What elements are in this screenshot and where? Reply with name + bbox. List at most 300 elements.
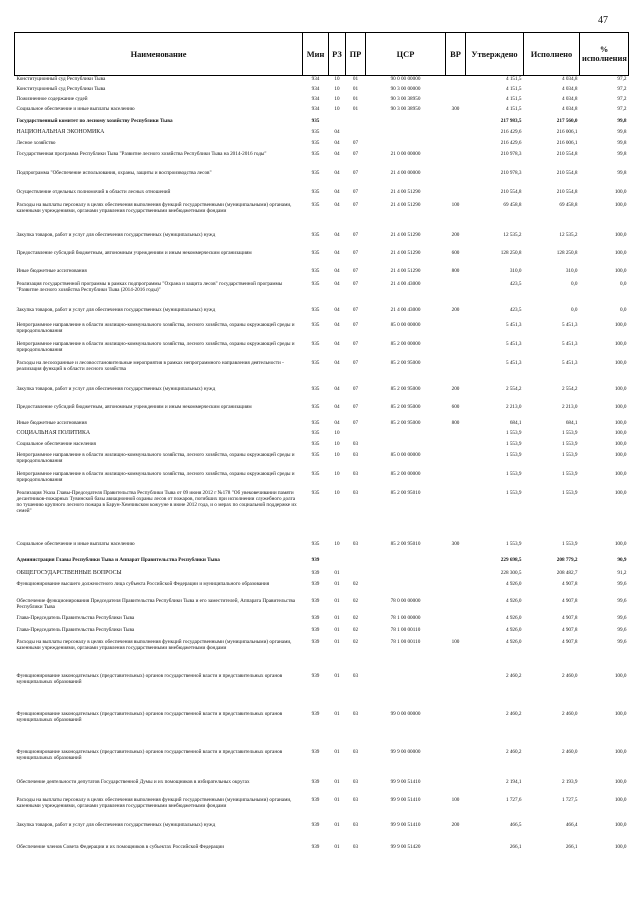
row-percent: 100,0 <box>614 385 627 392</box>
row-percent: 97,2 <box>617 105 627 112</box>
table-row <box>15 797 629 822</box>
row-rz <box>329 118 346 129</box>
table-row <box>15 360 629 386</box>
row-executed: 210 554,8 <box>556 150 578 157</box>
row-vr: 200 <box>451 821 460 828</box>
row-pr: 07 <box>352 419 359 426</box>
row-pr: 03 <box>352 451 359 458</box>
row-approved: 216 429,6 <box>500 139 522 146</box>
row-pr: 03 <box>352 540 359 547</box>
row-csr <box>366 140 446 151</box>
row-csr: 85 2 00 95000 <box>390 403 421 410</box>
row-approved: 128 250,8 <box>500 249 522 256</box>
row-min: 939 <box>311 626 320 633</box>
col-vr-header: ВР <box>446 33 466 76</box>
row-csr: 78 1 00 00000 <box>390 614 421 621</box>
row-pr: 03 <box>352 440 359 447</box>
row-percent: 97,2 <box>617 76 627 82</box>
row-approved: 1 553,9 <box>505 451 522 458</box>
row-rz: 04 <box>334 249 340 256</box>
table-row <box>15 140 629 151</box>
row-csr <box>366 118 446 129</box>
row-rz: 04 <box>334 188 340 195</box>
row-vr <box>446 76 466 86</box>
row-executed: 210 554,8 <box>556 188 578 195</box>
row-min: 935 <box>311 359 320 366</box>
row-executed: 4 907,8 <box>561 614 578 621</box>
row-approved: 4 151,5 <box>505 76 522 82</box>
row-executed: 4 907,8 <box>561 626 578 633</box>
row-vr <box>446 844 466 858</box>
row-min: 939 <box>311 710 320 717</box>
row-vr: 200 <box>451 231 460 238</box>
row-name: Функционирование законодательных (представительных) органов государственной власти и представительных органов муниципальных образований <box>16 710 283 723</box>
row-pr: 07 <box>352 267 359 274</box>
row-approved: 1 553,9 <box>505 429 522 436</box>
row-approved: 1 727,6 <box>505 796 522 803</box>
row-csr: 78 1 00 00110 <box>390 638 421 645</box>
row-vr <box>446 490 466 541</box>
row-name: Государственный комитет по лесному хозяйству Республики Тыва <box>16 117 173 124</box>
row-vr: 200 <box>451 385 460 392</box>
row-pr: 02 <box>352 614 359 621</box>
row-pr: 02 <box>352 638 359 645</box>
col-min-header: Мин <box>303 33 329 76</box>
row-rz: 01 <box>334 597 340 604</box>
row-percent: 99,8 <box>617 169 627 176</box>
row-csr: 85 2 00 95000 <box>390 419 421 426</box>
row-executed: 1 553,9 <box>561 470 578 477</box>
row-vr <box>446 673 466 711</box>
row-vr <box>446 430 466 441</box>
row-name: Закупка товаров, работ и услуг для обеспечения государственных (муниципальных) нужд <box>16 306 216 313</box>
row-pr <box>346 129 366 140</box>
row-percent: 90,9 <box>617 556 627 563</box>
row-approved: 210 554,8 <box>500 188 522 195</box>
row-rz: 01 <box>334 843 340 850</box>
row-rz: 04 <box>334 359 340 366</box>
row-csr: 85 2 00 95010 <box>390 489 421 496</box>
table-row <box>15 404 629 420</box>
row-executed: 1 553,9 <box>561 489 578 496</box>
row-percent: 99,6 <box>617 626 627 633</box>
row-min: 939 <box>311 672 320 679</box>
table-row <box>15 615 629 627</box>
row-executed: 128 250,8 <box>556 249 578 256</box>
row-vr <box>446 118 466 129</box>
row-vr: 100 <box>451 201 460 208</box>
row-vr: 300 <box>451 105 460 112</box>
row-min: 939 <box>311 556 320 563</box>
row-approved: 4 926,0 <box>505 597 522 604</box>
row-min: 939 <box>311 843 320 850</box>
row-csr: 99 9 00 51410 <box>390 778 421 785</box>
row-pr: 07 <box>352 188 359 195</box>
row-executed: 5 451,3 <box>561 321 578 328</box>
row-approved: 1 553,9 <box>505 440 522 447</box>
row-pr: 07 <box>352 169 359 176</box>
row-executed: 2 460,0 <box>561 710 578 717</box>
row-rz: 10 <box>334 451 340 458</box>
row-name: Расходы на выплаты персоналу в целях обеспечения выполнения функций государственными (муниципальными) органами, казенными учреждениями, органами управления государственными внебюджетными фондами <box>16 796 292 809</box>
row-percent: 97,2 <box>617 95 627 102</box>
row-vr <box>446 151 466 170</box>
row-min: 935 <box>311 188 320 195</box>
row-approved: 210 978,3 <box>500 150 522 157</box>
row-csr: 85 2 00 95000 <box>390 385 421 392</box>
row-name: Функционирование законодательных (представительных) органов государственной власти и представительных органов муниципальных образований <box>16 748 283 761</box>
row-executed: 684,1 <box>565 419 578 426</box>
row-csr: 90 3 00 00000 <box>390 85 421 92</box>
col-rz-header: РЗ <box>329 33 346 76</box>
row-approved: 2 554,2 <box>505 385 522 392</box>
row-executed: 0,0 <box>571 306 578 313</box>
row-rz: 04 <box>334 340 340 347</box>
row-min: 935 <box>311 321 320 328</box>
row-approved: 69 458,8 <box>503 201 522 208</box>
row-approved: 2 460,2 <box>505 672 522 679</box>
row-approved: 2 194,1 <box>505 778 522 785</box>
row-vr <box>446 360 466 386</box>
table-row <box>15 452 629 471</box>
row-min: 935 <box>311 306 320 313</box>
row-rz: 04 <box>334 139 340 146</box>
row-min: 935 <box>311 489 320 496</box>
row-approved: 4 926,0 <box>505 626 522 633</box>
row-name: Непрограммное направление в области жилищно-коммунального хозяйства, лесного хозяйства, охраны окружающей среды и природопользования <box>16 470 295 483</box>
row-pr: 07 <box>352 201 359 208</box>
row-percent: 99,8 <box>617 150 627 157</box>
row-approved: 2 460,2 <box>505 748 522 755</box>
row-csr: 21 4 00 43000 <box>390 280 421 287</box>
table-row <box>15 822 629 844</box>
row-rz: 10 <box>334 105 340 112</box>
row-pr: 03 <box>352 778 359 785</box>
row-csr: 90 3 00 38950 <box>390 95 421 102</box>
row-vr: 100 <box>451 638 460 645</box>
table-row <box>15 341 629 360</box>
row-pr: 07 <box>352 385 359 392</box>
table-row <box>15 170 629 189</box>
row-min: 935 <box>311 419 320 426</box>
row-executed: 2 554,2 <box>561 385 578 392</box>
row-executed: 0,0 <box>571 280 578 287</box>
col-csr-header: ЦСР <box>366 33 446 76</box>
row-csr: 99 0 00 00000 <box>390 710 421 717</box>
row-vr <box>446 281 466 307</box>
row-percent: 97,2 <box>617 85 627 92</box>
row-name: СОЦИАЛЬНАЯ ПОЛИТИКА <box>16 429 91 436</box>
row-csr <box>366 129 446 140</box>
row-executed: 2 193,9 <box>561 778 578 785</box>
row-executed: 1 727,5 <box>561 796 578 803</box>
table-row <box>15 627 629 639</box>
row-approved: 1 553,9 <box>505 489 522 496</box>
row-name: Непрограммное направление в области жилищно-коммунального хозяйства, лесного хозяйства, охраны окружающей среды и природопользования <box>16 340 295 353</box>
row-executed: 4 034,8 <box>561 76 578 82</box>
row-csr: 21 4 00 51290 <box>390 201 421 208</box>
row-name: Реализация Указа Главы-Председателя Правительства Республики Тыва от 09 июня 2012 г №178 "Об увековечивании памяти десантников-пожарных Тувинской базы авиационной охраны лесов от пожаров, погибших при исполнении служебного долга по тушению крупного лесного пожара в Барун-Хемчикском кожууне в июне 2012 года, и о мерах по социальной поддержке их семей" <box>16 489 297 514</box>
row-rz: 04 <box>334 385 340 392</box>
row-name: Лесное хозяйство <box>16 139 56 146</box>
row-approved: 5 451,3 <box>505 359 522 366</box>
row-rz: 04 <box>334 231 340 238</box>
row-vr <box>446 627 466 639</box>
row-rz: 01 <box>334 580 340 587</box>
table-row <box>15 118 629 129</box>
row-pr: 02 <box>352 597 359 604</box>
row-name: Закупка товаров, работ и услуг для обеспечения государственных (муниципальных) нужд <box>16 385 216 392</box>
row-name: Обеспечение членов Совета Федерации и их помощников в субъектах Российской Федерации <box>16 843 225 850</box>
row-rz: 10 <box>334 489 340 496</box>
row-executed: 466,4 <box>565 821 578 828</box>
row-csr: 85 2 00 00000 <box>390 340 421 347</box>
row-min: 934 <box>311 105 320 112</box>
row-min: 939 <box>311 748 320 755</box>
row-vr <box>446 557 466 570</box>
row-name: Конституционный суд Республики Тыва <box>16 85 106 92</box>
row-executed: 266,1 <box>565 843 578 850</box>
row-percent: 100,0 <box>614 359 627 366</box>
row-name: Государственная программа Республики Тыва "Развитие лесного хозяйства Республики Тыва на 2014-2016 годы" <box>16 150 267 157</box>
row-min: 935 <box>311 128 320 135</box>
row-percent: 100,0 <box>614 188 627 195</box>
col-name-header: Наименование <box>15 33 303 76</box>
row-csr <box>366 557 446 570</box>
row-approved: 4 926,0 <box>505 580 522 587</box>
row-percent: 100,0 <box>614 748 627 755</box>
table-row <box>15 749 629 779</box>
row-name: Закупка товаров, работ и услуг для обеспечения государственных (муниципальных) нужд <box>16 231 216 238</box>
table-row <box>15 639 629 673</box>
row-executed: 2 460,0 <box>561 748 578 755</box>
row-pr: 01 <box>352 76 359 82</box>
row-approved: 4 151,5 <box>505 85 522 92</box>
table-row <box>15 151 629 170</box>
row-name: Конституционный суд Республики Тыва <box>16 76 106 82</box>
table-row <box>15 490 629 541</box>
row-pr: 03 <box>352 710 359 717</box>
table-row <box>15 268 629 281</box>
row-pr <box>346 430 366 441</box>
row-rz: 01 <box>334 796 340 803</box>
row-executed: 216 006,1 <box>556 139 578 146</box>
row-vr <box>446 581 466 598</box>
row-name: Реализация государственной программы в рамках подпрограммы "Охрана и защита лесов" государственной программы "Развитие лесного хозяйства Республики Тыва (2014-2016 годы)" <box>16 280 283 293</box>
row-min: 935 <box>311 540 320 547</box>
row-rz: 04 <box>334 403 340 410</box>
row-min: 935 <box>311 201 320 208</box>
row-rz: 04 <box>334 201 340 208</box>
row-rz: 10 <box>334 85 340 92</box>
row-rz: 01 <box>334 626 340 633</box>
table-row <box>15 232 629 250</box>
row-pr: 07 <box>352 150 359 157</box>
row-min: 939 <box>311 821 320 828</box>
row-vr <box>446 140 466 151</box>
row-pr: 07 <box>352 231 359 238</box>
row-approved: 266,1 <box>509 843 522 850</box>
row-name: Обеспечение функционирования Председателя Правительства Республики Тыва и его заместителей, Аппарата Правительства Республики Тыва <box>16 597 296 610</box>
table-row <box>15 711 629 749</box>
row-approved: 423,5 <box>509 280 522 287</box>
table-row <box>15 386 629 404</box>
row-name: Социальное обеспечение и иные выплаты населению <box>16 105 135 112</box>
row-csr: 21 4 00 51290 <box>390 249 421 256</box>
row-approved: 217 983,5 <box>500 117 522 124</box>
row-percent: 100,0 <box>614 231 627 238</box>
row-vr <box>446 322 466 341</box>
row-vr: 600 <box>451 249 460 256</box>
row-percent: 100,0 <box>614 440 627 447</box>
row-executed: 210 554,8 <box>556 169 578 176</box>
row-percent: 100,0 <box>614 843 627 850</box>
row-percent: 100,0 <box>614 340 627 347</box>
row-percent: 100,0 <box>614 429 627 436</box>
row-rz: 10 <box>334 76 340 82</box>
row-percent: 100,0 <box>614 419 627 426</box>
row-vr <box>446 86 466 96</box>
row-pr: 07 <box>352 321 359 328</box>
row-percent: 99,6 <box>617 614 627 621</box>
row-percent: 99,6 <box>617 580 627 587</box>
row-csr: 85 2 00 95000 <box>390 359 421 366</box>
col-executed-header: Исполнено <box>524 33 580 76</box>
row-csr: 85 0 00 00000 <box>390 451 421 458</box>
row-percent: 99,8 <box>617 139 627 146</box>
row-pr: 07 <box>352 306 359 313</box>
row-min: 935 <box>311 440 320 447</box>
row-vr <box>446 749 466 779</box>
row-rz: 10 <box>334 440 340 447</box>
row-approved: 229 698,5 <box>500 556 522 563</box>
row-vr <box>446 129 466 140</box>
row-min: 939 <box>311 614 320 621</box>
row-name: Предоставление субсидий бюджетным, автономным учреждениям и иным некоммерческим организациям <box>16 249 252 256</box>
table-row <box>15 598 629 615</box>
row-approved: 210 978,3 <box>500 169 522 176</box>
row-name: Расходы на выплаты персоналу в целях обеспечения выполнения функций государственными (муниципальными) органами, казенными учреждениями, органами управления государственными внебюджетными фондами <box>16 201 292 214</box>
row-min: 939 <box>311 778 320 785</box>
row-executed: 216 006,1 <box>556 128 578 135</box>
table-row <box>15 76 629 86</box>
row-min: 935 <box>311 117 320 124</box>
row-rz: 04 <box>334 321 340 328</box>
table-row <box>15 281 629 307</box>
row-percent: 100,0 <box>614 489 627 496</box>
row-name: Администрация Главы Республики Тыва и Аппарат Правительства Республики Тыва <box>16 556 220 563</box>
page-number: 47 <box>598 15 608 26</box>
row-name: Иные бюджетные ассигнования <box>16 267 87 274</box>
row-rz: 01 <box>334 710 340 717</box>
row-pr: 03 <box>352 821 359 828</box>
row-csr: 99 9 00 51420 <box>390 843 421 850</box>
row-pr <box>346 570 366 581</box>
row-pr <box>346 557 366 570</box>
table-row <box>15 250 629 268</box>
row-pr: 03 <box>352 470 359 477</box>
row-name: Социальное обеспечение населения <box>16 440 96 447</box>
row-percent: 100,0 <box>614 321 627 328</box>
row-vr <box>446 341 466 360</box>
row-percent: 100,0 <box>614 201 627 208</box>
row-pr: 02 <box>352 626 359 633</box>
row-approved: 4 151,5 <box>505 105 522 112</box>
table-row <box>15 202 629 232</box>
row-min: 939 <box>311 638 320 645</box>
row-csr: 85 2 00 00000 <box>390 470 421 477</box>
row-min: 935 <box>311 169 320 176</box>
row-approved: 4 151,5 <box>505 95 522 102</box>
row-rz: 04 <box>334 306 340 313</box>
table-row <box>15 96 629 106</box>
row-csr: 90 0 00 00000 <box>390 76 421 82</box>
row-executed: 4 907,8 <box>561 638 578 645</box>
row-percent: 100,0 <box>614 451 627 458</box>
row-approved: 5 451,3 <box>505 340 522 347</box>
row-pr: 07 <box>352 139 359 146</box>
row-csr: 21 4 00 51290 <box>390 267 421 274</box>
row-min: 935 <box>311 385 320 392</box>
row-rz: 10 <box>334 429 340 436</box>
row-pr <box>346 118 366 129</box>
row-vr: 800 <box>451 267 460 274</box>
row-approved: 310,0 <box>509 267 522 274</box>
row-name: Осуществление отдельных полномочий в области лесных отношений <box>16 188 171 195</box>
row-executed: 5 451,3 <box>561 359 578 366</box>
row-csr: 85 2 00 95010 <box>390 540 421 547</box>
row-vr <box>446 598 466 615</box>
row-percent: 0,0 <box>620 280 627 287</box>
row-rz: 01 <box>334 638 340 645</box>
table-row <box>15 673 629 711</box>
row-vr <box>446 452 466 471</box>
row-min: 935 <box>311 429 320 436</box>
row-rz: 04 <box>334 128 340 135</box>
row-vr <box>446 441 466 452</box>
row-csr: 78 0 00 00000 <box>390 597 421 604</box>
row-name: Глава-Председатель Правительства Республики Тыва <box>16 626 135 633</box>
row-executed: 217 560,0 <box>556 117 578 124</box>
row-executed: 1 553,9 <box>561 440 578 447</box>
row-min: 935 <box>311 403 320 410</box>
row-min: 935 <box>311 150 320 157</box>
row-csr <box>366 430 446 441</box>
row-vr <box>446 615 466 627</box>
row-executed: 4 907,8 <box>561 597 578 604</box>
row-csr <box>366 570 446 581</box>
row-pr: 01 <box>352 85 359 92</box>
row-rz: 01 <box>334 821 340 828</box>
row-approved: 12 535,2 <box>503 231 522 238</box>
row-vr <box>446 570 466 581</box>
row-percent: 99,8 <box>617 117 627 124</box>
row-rz: 01 <box>334 748 340 755</box>
row-executed: 4 034,8 <box>561 95 578 102</box>
row-executed: 4 034,8 <box>561 105 578 112</box>
table-row <box>15 307 629 322</box>
row-approved: 216 429,6 <box>500 128 522 135</box>
row-min: 939 <box>311 796 320 803</box>
table-row <box>15 189 629 202</box>
row-min: 935 <box>311 139 320 146</box>
table-row <box>15 441 629 452</box>
row-csr: 21 4 00 51290 <box>390 188 421 195</box>
row-name: Закупка товаров, работ и услуг для обеспечения государственных (муниципальных) нужд <box>16 821 216 828</box>
row-rz: 10 <box>334 95 340 102</box>
col-approved-header: Утверждено <box>466 33 524 76</box>
row-percent: 100,0 <box>614 796 627 803</box>
